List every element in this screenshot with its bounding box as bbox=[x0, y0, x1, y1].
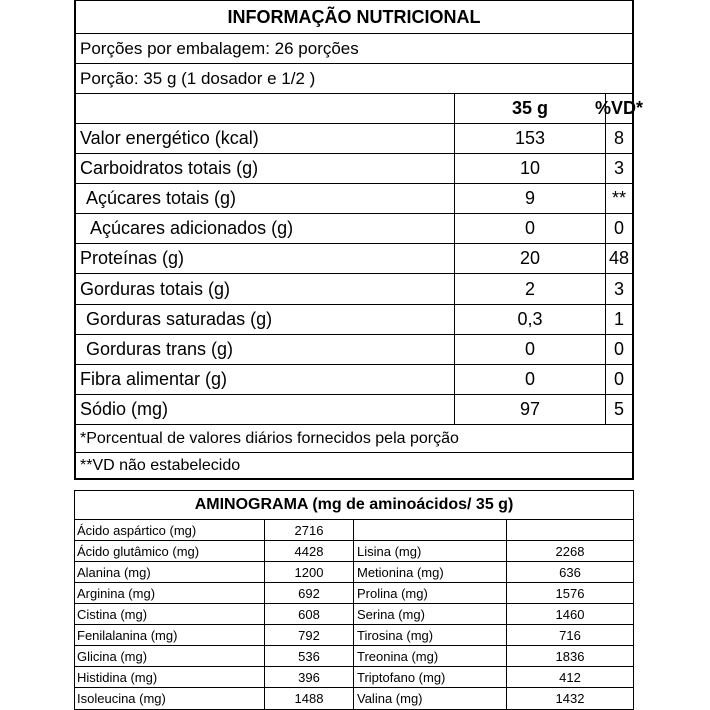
nutrient-label: Sódio (mg) bbox=[76, 395, 455, 424]
nutrient-amount: 0,3 bbox=[455, 305, 606, 334]
header-dv: %VD* bbox=[595, 98, 644, 118]
aminogram-row bbox=[75, 604, 633, 625]
aminogram-row bbox=[75, 667, 633, 688]
nutrient-row bbox=[76, 274, 632, 305]
nutrient-dv: 3 bbox=[613, 158, 624, 178]
amino-acid-value: 636 bbox=[559, 564, 581, 580]
amino-acid-value: 792 bbox=[265, 625, 354, 645]
amino-acid-value: 2268 bbox=[555, 543, 585, 559]
amino-acid-name bbox=[354, 520, 507, 540]
amino-acid-name: Ácido glutâmico (mg) bbox=[75, 541, 265, 561]
amino-acid-name: Cistina (mg) bbox=[75, 604, 265, 624]
amino-acid-name: Valina (mg) bbox=[354, 688, 507, 709]
amino-acid-name: Tirosina (mg) bbox=[354, 625, 507, 645]
amino-acid-name: Isoleucina (mg) bbox=[75, 688, 265, 709]
amino-acid-value: 536 bbox=[265, 646, 354, 666]
aminogram-row bbox=[75, 562, 633, 583]
aminogram-row bbox=[75, 625, 633, 646]
amino-acid-name: Metionina (mg) bbox=[354, 562, 507, 582]
nutrition-header-row bbox=[76, 94, 644, 124]
amino-acid-name: Fenilalanina (mg) bbox=[75, 625, 265, 645]
nutrient-row bbox=[76, 365, 632, 395]
nutrient-dv: 0 bbox=[613, 369, 624, 389]
amino-acid-name: Glicina (mg) bbox=[75, 646, 265, 666]
amino-acid-name: Lisina (mg) bbox=[354, 541, 507, 561]
aminogram-row bbox=[75, 688, 633, 709]
nutrient-label: Proteínas (g) bbox=[76, 244, 455, 273]
amino-acid-value: 1488 bbox=[265, 688, 354, 709]
aminogram-title: AMINOGRAMA (mg de aminoácidos/ 35 g) bbox=[194, 496, 514, 513]
nutrient-label: Valor energético (kcal) bbox=[76, 124, 455, 153]
amino-acid-name: Ácido aspártico (mg) bbox=[75, 520, 265, 540]
serving-size: Porção: 35 g (1 dosador e 1/2 ) bbox=[80, 68, 316, 88]
aminogram-row bbox=[75, 520, 633, 541]
amino-acid-value: 396 bbox=[265, 667, 354, 687]
nutrient-dv: 1 bbox=[613, 309, 624, 329]
footnote-dv-not-established: **VD não estabelecido bbox=[80, 457, 241, 474]
aminogram-title-row bbox=[75, 491, 633, 520]
amino-acid-value bbox=[507, 520, 633, 540]
nutrient-row bbox=[76, 124, 632, 154]
nutrient-dv: 0 bbox=[613, 339, 624, 359]
footnote-row bbox=[76, 453, 632, 479]
nutrient-dv: 48 bbox=[608, 248, 630, 268]
nutrient-dv: 3 bbox=[613, 278, 624, 299]
nutrient-label: Gorduras totais (g) bbox=[76, 274, 455, 304]
nutrient-amount: 0 bbox=[455, 214, 606, 243]
nutrient-amount: 2 bbox=[455, 274, 606, 304]
aminogram-row bbox=[75, 583, 633, 604]
amino-acid-name: Serina (mg) bbox=[354, 604, 507, 624]
header-amount: 35 g bbox=[455, 94, 606, 123]
nutrient-amount: 97 bbox=[455, 395, 606, 424]
nutrient-label: Carboidratos totais (g) bbox=[76, 154, 455, 183]
amino-acid-value: 1200 bbox=[265, 562, 354, 582]
nutrient-amount: 0 bbox=[455, 365, 606, 394]
nutrient-dv: 8 bbox=[613, 128, 624, 148]
amino-acid-name: Alanina (mg) bbox=[75, 562, 265, 582]
amino-acid-value: 1836 bbox=[555, 648, 585, 664]
nutrition-title: INFORMAÇÃO NUTRICIONAL bbox=[227, 6, 481, 27]
amino-acid-value: 608 bbox=[265, 604, 354, 624]
nutrient-amount: 0 bbox=[455, 335, 606, 364]
header-blank-cell bbox=[76, 94, 455, 123]
nutrition-facts-table bbox=[74, 0, 644, 480]
serving-size-row bbox=[76, 64, 632, 94]
nutrient-dv: ** bbox=[611, 188, 626, 208]
amino-acid-value: 2716 bbox=[265, 520, 354, 540]
nutrient-row bbox=[76, 335, 632, 365]
amino-acid-name: Treonina (mg) bbox=[354, 646, 507, 666]
amino-acid-value: 716 bbox=[559, 627, 581, 643]
nutrient-label: Gorduras saturadas (g) bbox=[76, 305, 455, 334]
amino-acid-value: 4428 bbox=[265, 541, 354, 561]
nutrient-row bbox=[76, 395, 632, 425]
nutrient-label: Açúcares totais (g) bbox=[76, 184, 455, 213]
nutrient-amount: 20 bbox=[455, 244, 606, 273]
nutrient-amount: 153 bbox=[455, 124, 606, 153]
amino-acid-name: Arginina (mg) bbox=[75, 583, 265, 603]
amino-acid-value: 1432 bbox=[555, 691, 585, 706]
nutrition-title-row bbox=[76, 1, 632, 34]
amino-acid-name: Prolina (mg) bbox=[354, 583, 507, 603]
nutrient-dv: 0 bbox=[613, 218, 624, 238]
nutrient-amount: 10 bbox=[455, 154, 606, 183]
nutrient-label: Gorduras trans (g) bbox=[76, 335, 455, 364]
nutrient-row bbox=[76, 244, 632, 274]
nutrient-dv: 5 bbox=[613, 399, 624, 419]
amino-acid-name: Triptofano (mg) bbox=[354, 667, 507, 687]
aminogram-row bbox=[75, 646, 633, 667]
nutrient-row bbox=[76, 154, 632, 184]
amino-acid-name: Histidina (mg) bbox=[75, 667, 265, 687]
nutrient-row bbox=[76, 214, 632, 244]
footnote-row bbox=[76, 425, 632, 453]
servings-per-package-row bbox=[76, 34, 632, 64]
nutrient-amount: 9 bbox=[455, 184, 606, 213]
nutrient-row bbox=[76, 305, 632, 335]
amino-acid-value: 1576 bbox=[555, 585, 585, 601]
aminogram-row bbox=[75, 541, 633, 562]
amino-acid-value: 692 bbox=[265, 583, 354, 603]
nutrient-label: Fibra alimentar (g) bbox=[76, 365, 455, 394]
servings-per-package: Porções por embalagem: 26 porções bbox=[80, 38, 359, 58]
nutrient-label: Açúcares adicionados (g) bbox=[76, 214, 455, 243]
footnote-dv-percent: *Porcentual de valores diários fornecidos pela porção bbox=[80, 429, 459, 447]
nutrient-row bbox=[76, 184, 632, 214]
amino-acid-value: 1460 bbox=[555, 606, 585, 622]
aminogram-table bbox=[74, 490, 634, 710]
amino-acid-value: 412 bbox=[559, 669, 581, 685]
